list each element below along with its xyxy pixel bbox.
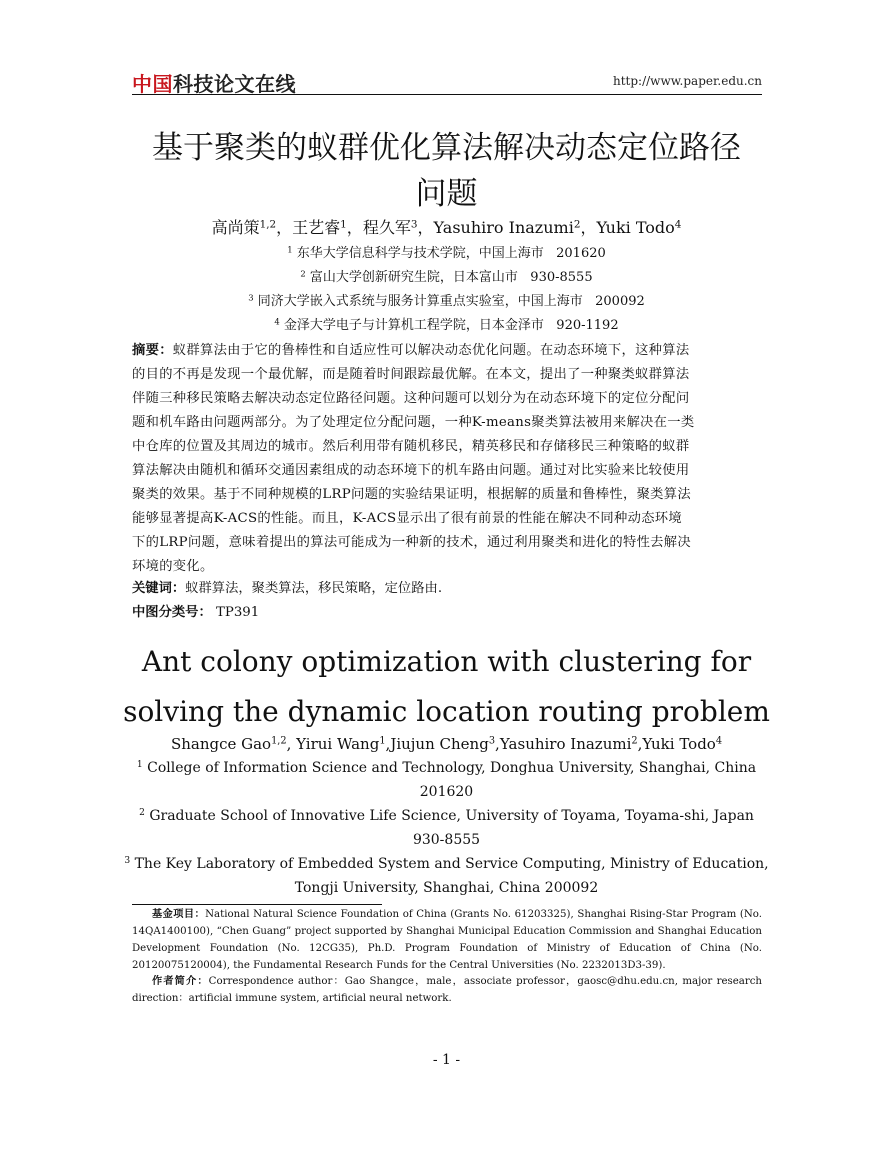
en-aff-3-text: The Key Laboratory of Embedded System and Service Computing, Ministry of Education, <box>134 856 769 872</box>
abstract-line: 伴随三种移民策略去解决动态定位路径问题。这种问题可以划分为在动态环境下的定位分配问 <box>132 391 690 406</box>
cn-affiliation-3 <box>100 292 793 312</box>
cn-title-line-1: 基于聚类的蚁群优化算法解决动态定位路径 <box>152 130 741 166</box>
funding-text: National Natural Science Foundation of China (Grants No. 61203325), Shanghai Rising-Star Program (No. 14QA1400100), “Chen Guang” project supported by Shanghai Municipal Education Commission and Shanghai Education Development Foundation (No. 12CG35), Ph.D. Program Foundation of Ministry of Education of China (No. 20120075120004), the Fundamental Research Funds for the Central Universities (No. 2232013D3-39). <box>132 909 762 971</box>
en-author-name: Shangce Gao <box>170 735 272 753</box>
page-number: - 1 - <box>432 1052 461 1068</box>
en-author-affiliation-mark: 2 <box>631 735 638 747</box>
cn-aff-3-num: 3 <box>248 292 254 303</box>
cn-author-list <box>100 217 793 239</box>
cn-author-separator: ， <box>346 218 363 237</box>
en-aff-1-num: 1 <box>136 760 143 770</box>
abstract-line: 算法解决由随机和循环交通因素组成的动态环境下的机车路由问题。通过对比实验来比较使用 <box>132 463 690 478</box>
abstract-line: 聚类的效果。基于不同种规模的LRP问题的实验结果证明，根据解的质量和鲁棒性，聚类算法 <box>132 487 691 502</box>
abstract-label: 摘要： <box>132 343 173 358</box>
keywords-label: 关键词： <box>132 581 186 596</box>
en-affiliation-3-line-2: Tongji University, Shanghai, China 200092 <box>294 880 599 896</box>
cn-aff-2-text: 富山大学创新研究生院，日本富山市 930-8555 <box>309 270 593 285</box>
cn-aff-4-text: 金泽大学电子与计算机工程学院，日本金泽市 920-1192 <box>283 318 619 333</box>
en-aff-2-num: 2 <box>139 808 145 818</box>
en-author-separator: , <box>286 735 297 753</box>
abstract-line <box>132 339 762 363</box>
cn-author-name: Yuki Todo <box>596 218 675 237</box>
author-note-label: 作者简介： <box>152 976 209 987</box>
cn-keywords <box>132 578 762 600</box>
logo-dark-text: 科技论文在线 <box>173 72 296 96</box>
en-affiliation-1-postcode: 201620 <box>419 784 474 800</box>
cn-aff-1-num: 1 <box>287 244 293 255</box>
cn-author-separator: ， <box>417 218 434 237</box>
cn-author-name: 高尚策 <box>211 218 260 237</box>
en-author-affiliation-mark: 1,2 <box>271 735 287 747</box>
en-aff-1-text: College of Information Science and Technology, Donghua University, Shanghai, China <box>147 760 757 776</box>
abstract-line: 环境的变化。 <box>132 559 214 574</box>
cn-author-separator: ， <box>580 218 597 237</box>
en-author-separator: , <box>637 735 643 753</box>
en-author-name: Yirui Wang <box>296 735 380 753</box>
cn-abstract <box>132 339 762 579</box>
cn-aff-1-text: 东华大学信息科学与技术学院，中国上海市 201620 <box>296 246 606 261</box>
en-author-affiliation-mark: 4 <box>715 735 723 747</box>
abstract-line: 的目的不再是发现一个最优解，而是随着时间跟踪最优解。在本文，提出了一种聚类蚁群算法 <box>132 367 690 382</box>
en-author-name: Yasuhiro Inazumi <box>499 735 632 753</box>
cn-author-affiliation-mark: 3 <box>410 218 418 231</box>
clc-label: 中图分类号： <box>132 605 212 620</box>
author-note-text: Correspondence author：Gao Shangce，male，associate professor，gaosc@dhu.edu.cn, major research direction：artificial immune system, artificial neural network. <box>132 976 762 1004</box>
en-affiliation-2-postcode: 930-8555 <box>412 832 481 848</box>
cn-author-separator: ， <box>276 218 293 237</box>
abstract-line: 能够显著提高K-ACS的性能。而且，K-ACS显示出了很有前景的性能在解决不同种动态环境 <box>132 511 682 526</box>
funding-label: 基金项目： <box>152 909 206 920</box>
en-aff-2-text: Graduate School of Innovative Life Science, University of Toyama, Toyama-shi, Japan <box>149 808 754 824</box>
cn-aff-3-text: 同济大学嵌入式系统与服务计算重点实验室，中国上海市 200092 <box>257 294 645 309</box>
page-header <box>132 66 762 94</box>
keywords-text: 蚁群算法，聚类算法，移民策略，定位路由. <box>185 581 443 596</box>
en-author-list <box>100 733 793 755</box>
en-author-separator: , <box>385 735 391 753</box>
en-affiliation-2 <box>100 805 793 827</box>
abstract-text: 蚁群算法由于它的鲁棒性和自适应性可以解决动态优化问题。在动态环境下，这种算法 <box>172 343 690 358</box>
cn-classification <box>132 602 762 624</box>
cn-affiliation-4 <box>100 316 793 336</box>
en-author-name: Yuki Todo <box>642 735 716 753</box>
clc-code: TP391 <box>216 605 260 620</box>
footnote-author <box>132 973 762 1007</box>
en-author-separator: , <box>495 735 500 753</box>
header-rule <box>132 94 762 95</box>
footnote-rule <box>132 904 382 905</box>
cn-author-affiliation-mark: 4 <box>674 218 682 231</box>
en-author-affiliation-mark: 1 <box>379 735 386 747</box>
abstract-line: 题和机车路由问题两部分。为了处理定位分配问题，一种K-means聚类算法被用来解决在一类 <box>132 415 695 430</box>
cn-author-name: 程久军 <box>362 218 411 237</box>
cn-affiliation-1 <box>100 244 793 264</box>
cn-author-affiliation-mark: 2 <box>573 218 581 231</box>
abstract-line: 下的LRP问题，意味着提出的算法可能成为一种新的技术，通过利用聚类和进化的特性去解决 <box>132 535 691 550</box>
site-logo[interactable] <box>132 68 296 97</box>
cn-author-affiliation-mark: 1,2 <box>259 218 277 231</box>
footnote-funding <box>132 906 762 974</box>
cn-author-name: Yasuhiro Inazumi <box>433 218 574 237</box>
header-url-link[interactable]: http://www.paper.edu.cn <box>612 74 762 88</box>
cn-author-name: 王艺睿 <box>292 218 341 237</box>
en-author-affiliation-mark: 3 <box>488 735 496 747</box>
en-aff-3-num: 3 <box>124 856 131 866</box>
cn-title-line-2: 问题 <box>415 176 478 212</box>
cn-affiliation-2 <box>100 268 793 288</box>
cn-author-affiliation-mark: 1 <box>340 218 347 231</box>
en-affiliation-3 <box>100 853 793 875</box>
abstract-line: 中仓库的位置及其周边的城市。然后利用带有随机移民，精英移民和存储移民三种策略的蚁群 <box>132 439 690 454</box>
cn-aff-2-num: 2 <box>300 268 306 279</box>
cn-aff-4-num: 4 <box>274 316 280 327</box>
logo-red-text: 中国 <box>132 72 173 96</box>
en-title-line-1: Ant colony optimization with clustering for <box>141 645 752 678</box>
en-title-line-2: solving the dynamic location routing problem <box>123 695 770 728</box>
en-author-name: Jiujun Cheng <box>390 735 489 753</box>
en-affiliation-1 <box>100 757 793 779</box>
